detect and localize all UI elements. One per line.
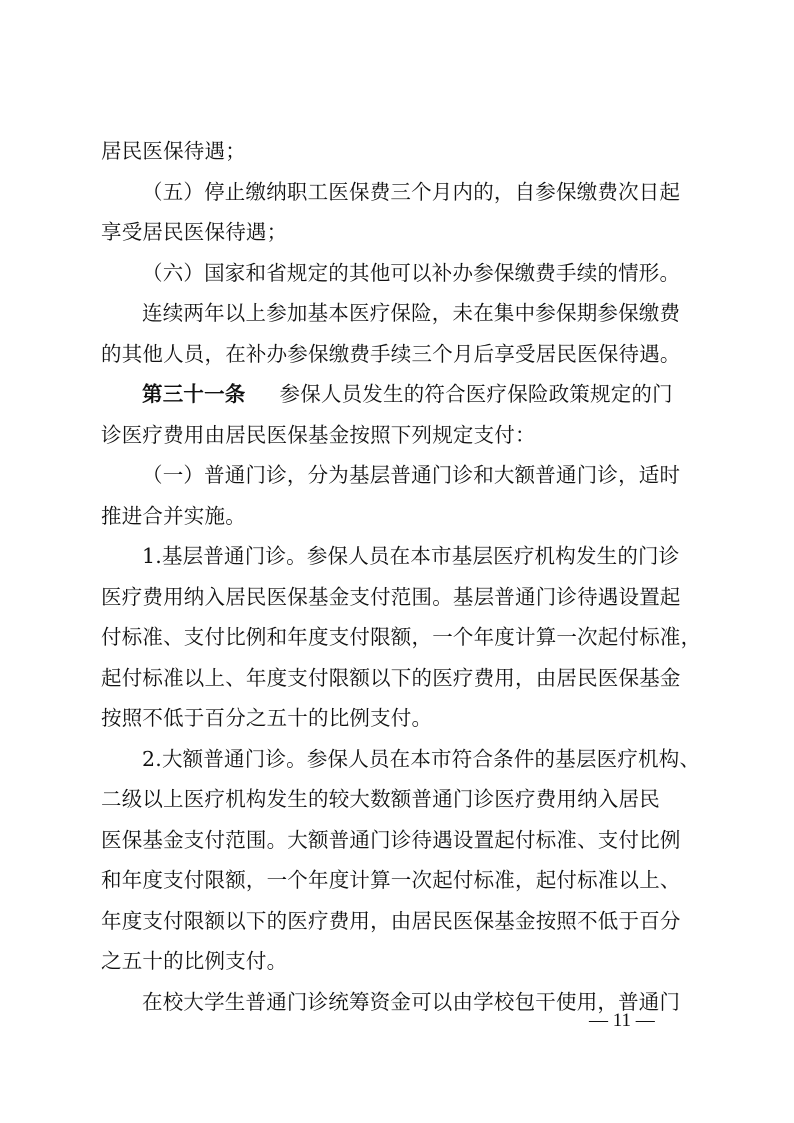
body-line: 和年度支付限额，一个年度计算一次起付标准，起付标准以上、 (101, 868, 681, 892)
document-body (101, 131, 702, 1022)
body-line: （六）国家和省规定的其他可以补办参保缴费手续的情形。 (142, 260, 681, 285)
article-heading-line (101, 374, 697, 415)
body-line: 二级以上医疗机构发生的较大数额普通门诊医疗费用纳入居民 (101, 787, 660, 811)
body-line: 推进合并实施。 (101, 503, 246, 528)
body-line: 连续两年以上参加基本医疗保险，未在集中参保期参保缴费 (142, 301, 681, 325)
body-line: 年度支付限额以下的医疗费用，由居民医保基金按照不低于百分 (101, 908, 681, 933)
body-line: 2.大额普通门诊。参保人员在本市符合条件的基层医疗机构、 (142, 746, 701, 771)
body-line-fragment: 参保人员发生的符合医疗保险政策规定的门 (279, 382, 673, 406)
body-line: （一）普通门诊，分为基层普通门诊和大额普通门诊，适时 (142, 463, 681, 487)
body-line: 在校大学生普通门诊统筹资金可以由学校包干使用，普通门 (142, 989, 681, 1014)
body-line: 1.基层普通门诊。参保人员在本市基层医疗机构发生的门诊 (142, 544, 680, 568)
body-line: 享受居民医保待遇； (101, 220, 288, 244)
article-heading: 第三十一条 (142, 382, 246, 406)
body-line: 医保基金支付范围。大额普通门诊待遇设置起付标准、支付比例 (101, 827, 681, 852)
body-line: 之五十的比例支付。 (101, 949, 288, 973)
body-line: 的其他人员，在补办参保缴费手续三个月后享受居民医保待遇。 (101, 341, 681, 366)
body-line: 按照不低于百分之五十的比例支付。 (101, 706, 433, 730)
body-line: 诊医疗费用由居民医保基金按照下列规定支付： (101, 422, 536, 447)
body-line: 付标准、支付比例和年度支付限额，一个年度计算一次起付标准， (101, 625, 702, 649)
body-line: 居民医保待遇； (101, 139, 246, 163)
body-line: （五）停止缴纳职工医保费三个月内的，自参保缴费次日起 (142, 179, 681, 204)
page-number: — 11 — (589, 1010, 655, 1031)
body-line: 起付标准以上、年度支付限额以下的医疗费用，由居民医保基金 (101, 665, 681, 690)
body-line: 医疗费用纳入居民医保基金支付范围。基层普通门诊待遇设置起 (101, 584, 681, 609)
